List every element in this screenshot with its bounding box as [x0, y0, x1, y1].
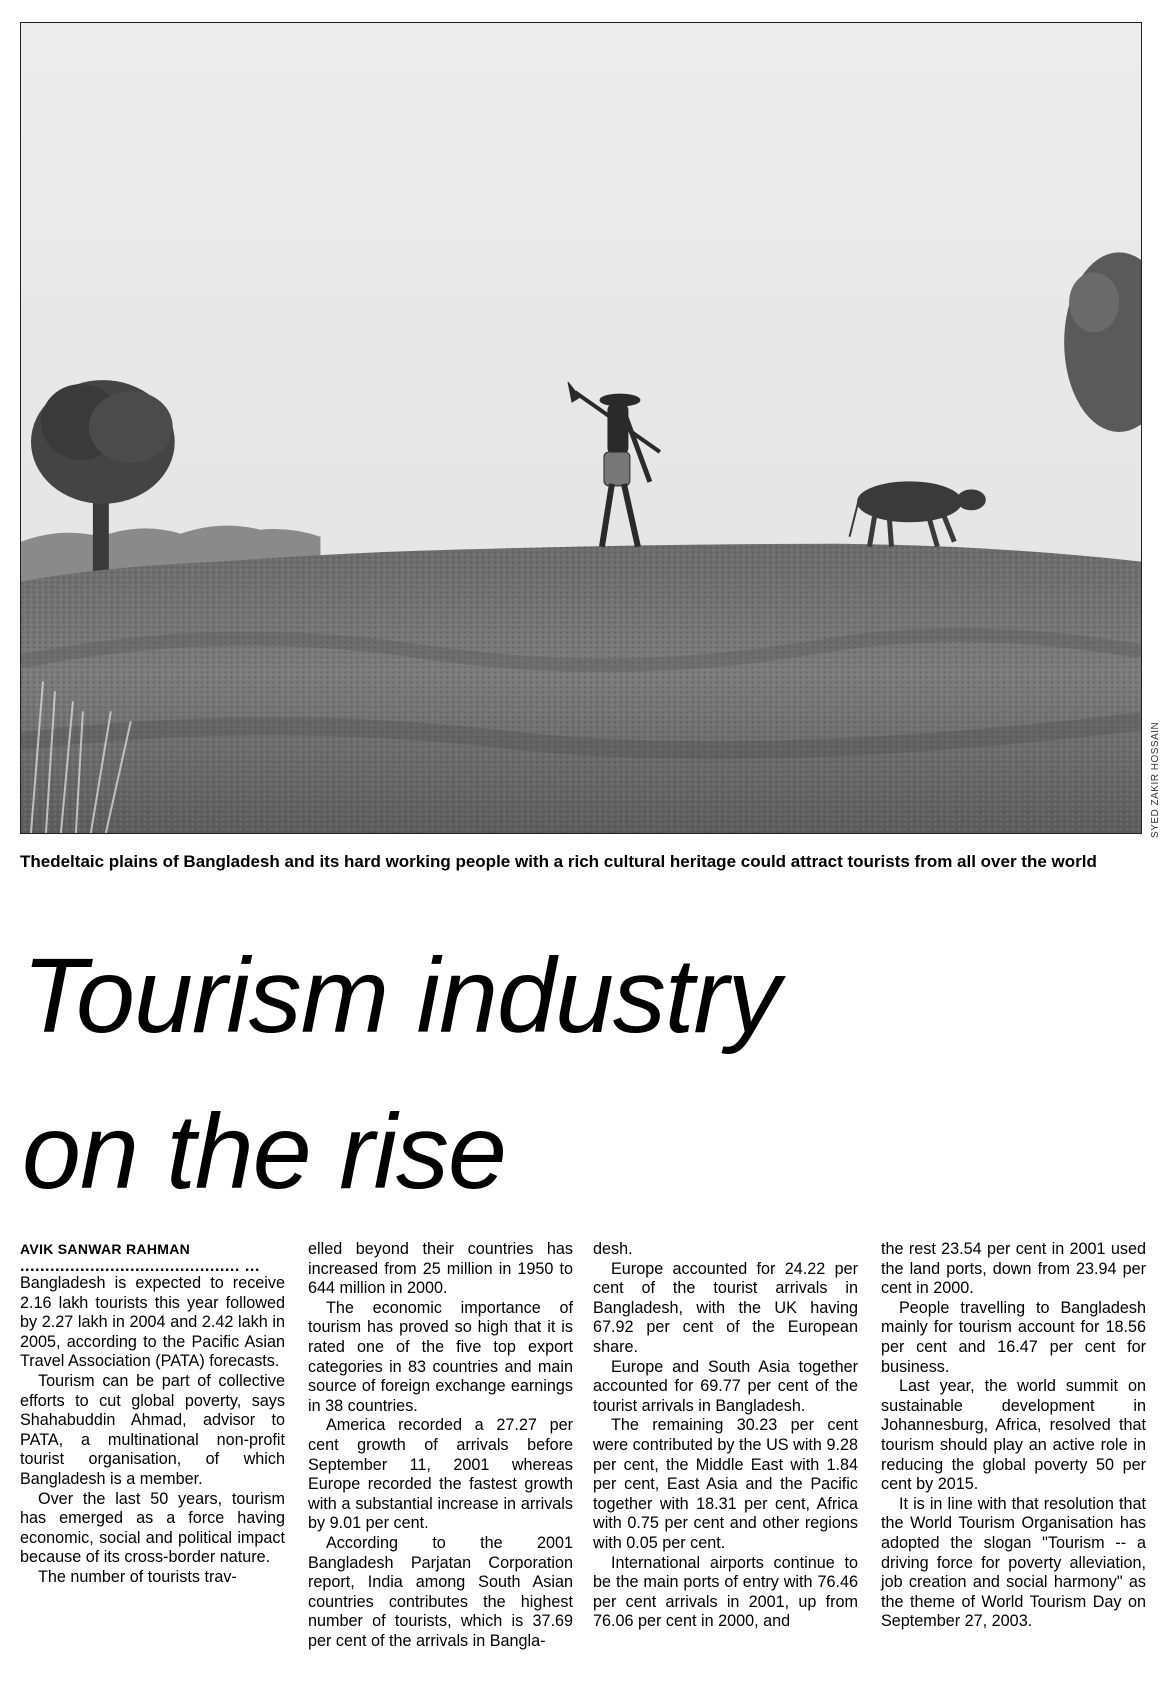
- paragraph: Tourism can be part of collective efforts to cut global poverty, says Shahabuddin Ahmad, advisor to PATA, a multinational non-profit tourist organisation, of which Bangladesh is a member.: [20, 1371, 285, 1488]
- article-column-2: [308, 1240, 573, 1651]
- paragraph: Bangladesh is expected to receive 2.16 lakh tourists this year followed by 2.27 lakh in 2004 and 2.42 lakh in 2005, according to the Pacific Asian Travel Association (PATA) forecasts.: [20, 1274, 285, 1371]
- article-body: [20, 1240, 1146, 1690]
- photo-caption: Thedeltaic plains of Bangladesh and its hard working people with a rich cultural heritage could attract tourists from all over the world: [20, 852, 1097, 871]
- article-column-3: [593, 1240, 858, 1632]
- paragraph: According to the 2001 Bangladesh Parjatan Corporation report, India among South Asian countries contributes the highest number of tourists, which is 37.69 per cent of the arrivals in Bangla-: [308, 1533, 573, 1650]
- paragraph: The economic importance of tourism has proved so high that it is rated one of the five top export categories in 83 countries and main source of foreign exchange earnings in 38 countries.: [308, 1298, 573, 1415]
- photo-credit: SYED ZAKIR HOSSAIN: [1150, 721, 1161, 838]
- headline-line-2: on the rise: [22, 1093, 506, 1211]
- paragraph: International airports continue to be the main ports of entry with 76.46 per cent arrivals in 2001, up from 76.06 per cent in 2000, and: [593, 1553, 858, 1631]
- headline: [22, 918, 1142, 1230]
- article-column-4: [881, 1240, 1146, 1632]
- paragraph: People travelling to Bangladesh mainly for tourism account for 18.56 per cent and 16.47 per cent for business.: [881, 1298, 1146, 1376]
- paragraph: the rest 23.54 per cent in 2001 used the land ports, down from 23.94 per cent in 2000.: [881, 1240, 1146, 1298]
- paragraph: The remaining 30.23 per cent were contributed by the US with 9.28 per cent, the Middle East with 1.84 per cent, East Asia and the Pacific together with 18.31 per cent, Africa with 0.75 per cent and other regions with 0.05 per cent.: [593, 1416, 858, 1552]
- landscape-photo: [21, 23, 1141, 833]
- article-photo: [20, 22, 1142, 834]
- paragraph: elled beyond their countries has increased from 25 million in 1950 to 644 million in 2000.: [308, 1240, 573, 1298]
- paragraph: desh.: [593, 1240, 633, 1258]
- paragraph: It is in line with that resolution that the World Tourism Organisation has adopted the slogan "Tourism -- a driving force for poverty alleviation, job creation and social harmony" as the theme of World Tourism Day on September 27, 2003.: [881, 1494, 1146, 1631]
- paragraph: The number of tourists trav-: [38, 1567, 237, 1586]
- byline: AVIK SANWAR RAHMAN: [20, 1241, 191, 1257]
- paragraph: Europe accounted for 24.22 per cent of the tourist arrivals in Bangladesh, with the UK having 67.92 per cent of the European share.: [593, 1259, 858, 1356]
- article-column-1: [20, 1240, 285, 1588]
- byline-separator: ............................................ ...: [20, 1259, 260, 1274]
- paragraph: Over the last 50 years, tourism has emerged as a force having economic, social and political impact because of its cross-border nature.: [20, 1489, 285, 1567]
- paragraph: America recorded a 27.27 per cent growth of arrivals before September 11, 2001 whereas Europe recorded the fastest growth with a substantial increase in arrivals by 9.01 per cent.: [308, 1416, 573, 1533]
- paragraph: Europe and South Asia together accounted for 69.77 per cent of the tourist arrivals in Bangladesh.: [593, 1357, 858, 1415]
- headline-line-1: Tourism industry: [22, 937, 780, 1055]
- paragraph: Last year, the world summit on sustainable development in Johannesburg, Africa, resolved that tourism should play an active role in reducing the global poverty 50 per cent by 2015.: [881, 1377, 1146, 1494]
